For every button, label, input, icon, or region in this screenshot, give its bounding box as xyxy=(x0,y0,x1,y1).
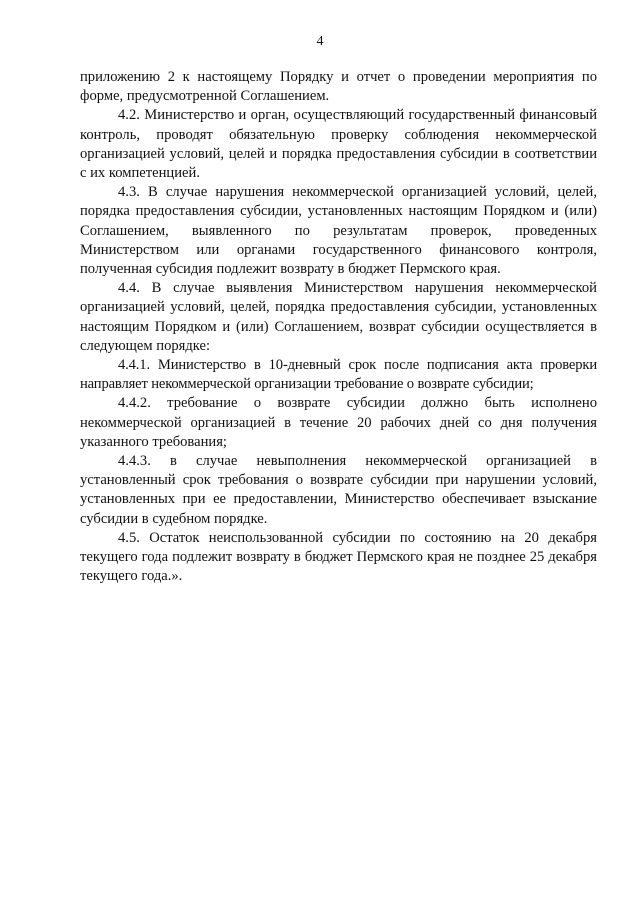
paragraph-4-4-1: 4.4.1. Министерство в 10-дневный срок после подписания акта проверки направляет некоммерческой организации требование о возврате субсидии; xyxy=(80,357,597,393)
paragraph-4-4-2: 4.4.2. требование о возврате субсидии должно быть исполнено некоммерческой организацией в течение 20 рабочих дней со дня получения указанного требования; xyxy=(80,395,597,450)
paragraph-4-4-3: 4.4.3. в случае невыполнения некоммерческой организацией в установленный срок требования о возврате субсидии при нарушении условий, установленных при ее предоставлении, Министерство обеспечивает взыскание субсидии в судебном порядке. xyxy=(80,453,597,527)
paragraph-4-5: 4.5. Остаток неиспользованной субсидии по состоянию на 20 декабря текущего года подлежит возврату в бюджет Пермского края не позднее 25 декабря текущего года.». xyxy=(80,529,597,585)
paragraph-4-2: 4.2. Министерство и орган, осуществляющий государственный финансовый контроль, проводят обязательную проверку соблюдения некоммерческой организацией условий, целей и порядка предоставления субсидии в соответствии с их компетенцией. xyxy=(80,107,597,182)
paragraph-4-3: 4.3. В случае нарушения некоммерческой организацией условий, целей, порядка предоставления субсидии, установленных настоящим Порядком и (или) Соглашением, выявленного по результатам проверок, проведенных Министерством или органами государственного финансового контроля, полученная субсидия подлежит возврату в бюджет Пермского края. xyxy=(80,184,597,278)
paragraph-4-4: 4.4. В случае выявления Министерством нарушения некоммерческой организацией условий, целей, порядка предоставления субсидии, установленных настоящим Порядком и (или) Соглашением, возврат субсидии осуществляется в следующем порядке: xyxy=(80,280,597,354)
document-body xyxy=(80,68,597,586)
paragraph-continuation: приложению 2 к настоящему Порядку и отчет о проведении мероприятия по форме, предусмотренной Соглашением. xyxy=(80,69,597,105)
page-number: 4 xyxy=(316,34,324,49)
